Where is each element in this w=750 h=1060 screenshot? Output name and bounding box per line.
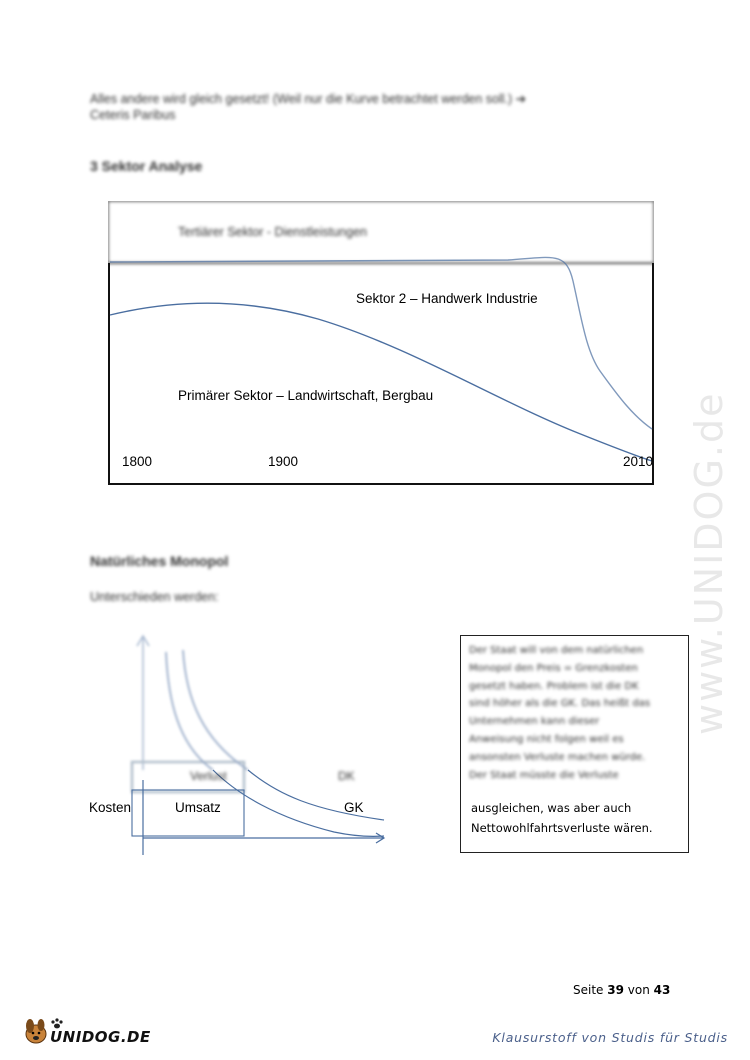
year-1900: 1900 [268, 454, 299, 469]
note-line: Nettowohlfahrtsverluste wären. [471, 821, 653, 835]
monopoly-graph [88, 630, 398, 860]
monopoly-graph-svg [88, 630, 398, 860]
year-1800: 1800 [122, 454, 153, 469]
page-current: 39 [607, 983, 624, 997]
year-2010: 2010 [623, 454, 654, 469]
note-line: gesetzt haben. Problem ist die DK [469, 680, 639, 692]
note-line: Monopol den Preis = Grenzkosten [469, 662, 638, 674]
kosten-label: Kosten [89, 800, 132, 815]
note-line: Der Staat will von dem natürlichen [469, 645, 644, 656]
note-line: ansonsten Verluste machen würde. [469, 751, 646, 763]
page-total: 43 [653, 983, 671, 997]
watermark [688, 270, 732, 740]
note-line: Anweisung nicht folgen weil es [469, 733, 624, 745]
primary-boundary-curve [110, 303, 652, 461]
watermark-text: www.UNIDOG.de [688, 391, 731, 735]
umsatz-label: Umsatz [175, 800, 221, 815]
note-line: sind höher als die GK. Das heißt das [469, 698, 651, 710]
note-clear-text [471, 798, 680, 838]
intro-line-2: Ceteris Paribus [90, 108, 176, 122]
dk-label: DK [338, 769, 355, 783]
sector-diagram [108, 201, 654, 485]
logo-text: UNIDOG.DE [50, 1028, 151, 1046]
section-heading-monopol: Natürliches Monopol [90, 553, 229, 569]
page-of: von [627, 983, 650, 997]
monopoly-note-box [460, 635, 689, 853]
page-prefix: Seite [573, 983, 604, 997]
note-blurred-text [469, 642, 680, 784]
sector-diagram-svg [108, 201, 654, 485]
section-heading-sektor: 3 Sektor Analyse [90, 158, 203, 174]
footer-text: Klausurstoff von Studis für Studis [492, 1030, 728, 1045]
intro-text [90, 91, 650, 123]
note-line: ausgleichen, was aber auch [471, 801, 632, 815]
section-subtext-monopol: Unterschieden werden: [90, 590, 219, 604]
gk-label: GK [344, 800, 364, 815]
primary-sector-label: Primärer Sektor – Landwirtschaft, Bergbau [178, 388, 434, 403]
tertiary-boundary-curve [110, 257, 652, 429]
verlust-label: Verlust [190, 769, 227, 783]
note-line: Der Staat müsste die Verluste [469, 769, 619, 781]
note-line: Unternehmen kann dieser [469, 716, 600, 728]
tertiary-sector-label: Tertiärer Sektor - Dienstleistungen [178, 225, 367, 239]
page-number [573, 983, 670, 997]
intro-line-1: Alles andere wird gleich gesetzt! (Weil nur die Kurve betrachtet werden soll.) ➔ [90, 92, 527, 106]
unidog-logo [22, 1012, 162, 1052]
secondary-sector-label: Sektor 2 – Handwerk Industrie [356, 291, 538, 306]
gk-curve [248, 770, 384, 820]
